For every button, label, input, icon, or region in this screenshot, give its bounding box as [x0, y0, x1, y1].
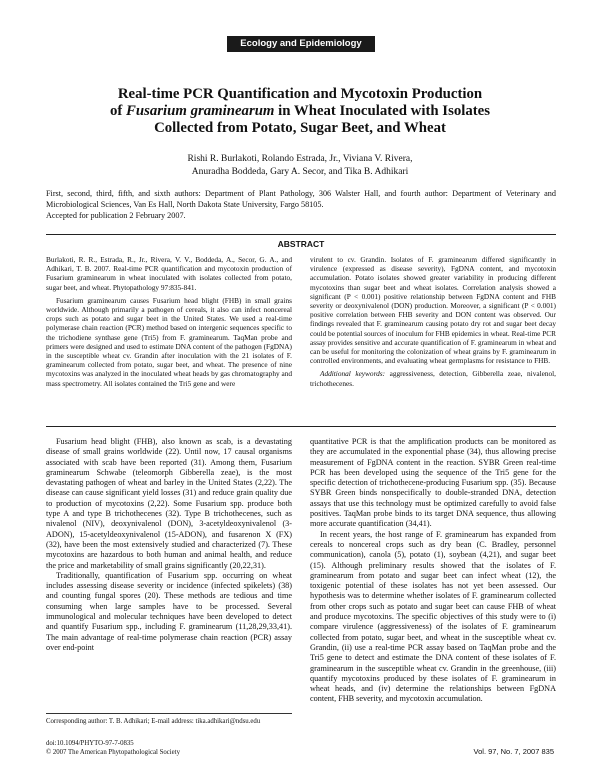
keywords: Additional keywords: aggressiveness, detection, Gibberella zeae, nivalenol, trichothecenes. [310, 369, 556, 388]
title-line-3: Collected from Potato, Sugar Beet, and Wheat [154, 120, 446, 136]
body-paragraph: Traditionally, quantification of Fusarium spp. occurring on wheat includes assessing disease severity or incidence (infected spikelets) (38) and counting fungal spores (20). These methods are tedious and time consuming when large samples have to be processed. Several immunological and molecular techniques have been developed to detect and quantify Fusarium spp., including F. graminearum (11,28,29,33,41). The main advantage of real-time polymerase chain reaction (PCR) assay over end-point [46, 570, 292, 652]
body-paragraph: Fusarium head blight (FHB), also known as scab, is a devastating disease of small grains worldwide (22). Until now, 17 causal organisms associated with scab have been reported (31). Among them, Fusarium graminearum Schwabe (teleomorph Gibberella zeae), is the most devastating pathogen of wheat and barley in the United States (2,22). The disease can cause significant yield losses (31) and reduce grain quality due to production of mycotoxins (2,22). Some Fusarium spp. produce both type A and type B trichothecenes (32). Type B trichothecenes, such as nivalenol (NIV), deoxynivalenol (DON), 3-acetyldeoxynivalenol (3-ADON), 15-acetyldeoxynivalenol (15-ADON), and fusarenon X (FX) (32), have been the most extensively studied and characterized (7). These mycotoxins are hazardous to both human and animal health, and reduce the price and marketability of small grains significantly (20,22,31). [46, 437, 292, 570]
title-line-2: of Fusarium graminearum in Wheat Inoculated with Isolates [109, 103, 490, 119]
doi: doi:10.1094/PHYTO-97-7-0835 [46, 740, 134, 747]
affiliation-text: First, second, third, fifth, and sixth authors: Department of Plant Pathology, 306 Walster Hall, and fourth author: Department of Veterinary and Microbiological Sciences, Van Es Hall, North Dakota State University, Fargo 58105. [46, 189, 556, 209]
title-line-1: Real-time PCR Quantification and Mycotoxin Production [117, 86, 483, 102]
abstract-paragraph: Fusarium graminearum causes Fusarium head blight (FHB) in small grains worldwide. Although primarily a pathogen of cereals, it also can infect noncereal crops such as potato and sugar beet in the United States. We used a real-time polymerase chain reaction (PCR) method based on intergenic sequences specific to the trichodiene synthase gene (Tri5) from F. graminearum. TaqMan probe and primers were designed and used to estimate DNA content of the pathogen (FgDNA) in the susceptible wheat cv. Grandin after inoculation with the 21 isolates of F. graminearum collected from potato, sugar beet, and wheat. The presence of nine mycotoxins was analyzed in the inoculated wheat heads by gas chromatography and mass spectrometry. All isolates contained the Tri5 gene and were [46, 295, 292, 388]
abstract-heading: ABSTRACT [277, 239, 325, 249]
abstract-right-column [310, 255, 556, 388]
body-right-column [310, 437, 556, 705]
abstract-citation: Burlakoti, R. R., Estrada, R., Jr., Rivera, V. V., Boddeda, A., Secor, G. A., and Adhikari, T. B. 2007. Real-time PCR quantification and mycotoxin production of Fusarium graminearum in wheat inoculated with isolates collected from potato, sugar beet, and wheat. Phytopathology 97:835-841. [46, 255, 292, 292]
page-number: Vol. 97, No. 7, 2007 835 [473, 747, 554, 756]
body-paragraph: quantitative PCR is that the amplification products can be monitored as they are accumulated in the exponential phase (34), thus allowing precise measurement of FgDNA content in the reaction. SYBR Green real-time PCR has been developed using the sequence of the Tri5 gene for the specific detection of trichothecene-producing Fusarium spp. (35). Because SYBR Green binds nonspecifically to double-stranded DNA, detection assays that use this technology must be optimized carefully to avoid false positives. TaqMan probe binds to its target DNA sequence, thus allowing more accurate quantification (34,41). [310, 437, 556, 529]
body-paragraph: In recent years, the host range of F. graminearum has expanded from cereals to noncereal crops such as dry bean (C. Bradley, personnel communication), canola (5), potato (1), soybean (4,21), and sugar beet (15). Although preliminary results showed that the isolates of F. graminearum from potato and sugar beet can infect wheat (12), the toxigenic potential of these isolates has not yet been assessed. Our hypothesis was to determine whether isolates of F. graminearum collected from other crops such as potato and sugar beet can cause FHB of wheat and produce mycotoxins. The specific objectives of this study were to (i) compare virulence (aggressiveness) of the isolates of F. graminearum collected from potato, sugar beet, and wheat in the susceptible wheat cv. Grandin, (ii) use a real-time PCR assay based on TaqMan probe and the Tri5 gene to detect and estimate the DNA content of these isolates of F. graminearum in the susceptible wheat cv. Grandin in the greenhouse, (iii) quantify mycotoxins produced by these isolates of F. graminearum in wheat heads, and (iv) determine the relationships between FgDNA content, FHB severity, and mycotoxin accumulation. [310, 529, 556, 704]
corresponding-author: Corresponding author: T. B. Adhikari; E-mail address: tika.adhikari@ndsu.edu [46, 718, 261, 725]
abstract-top-rule [46, 234, 556, 235]
abstract-bottom-rule [46, 426, 556, 427]
author-list: Rishi R. Burlakoti, Rolando Estrada, Jr., Viviana V. Rivera, Anuradha Boddeda, Gary A. Secor, and Tika B. Adhikari [187, 154, 413, 177]
abstract-paragraph-continued: virulent to cv. Grandin. Isolates of F. graminearum differed significantly in virulence (expressed as disease severity), FgDNA content, and mycotoxin accumulation. Potato isolates showed greater variability in producing different mycotoxins than sugar beet and wheat isolates. Correlation analysis showed a significant (P < 0.001) positive relationship between FgDNA content and FHB severity or deoxynivalenol (DON) production. Moreover, a significant (P < 0.001) positive correlation between FHB severity and DON content was observed. Our findings revealed that F. graminearum causing potato dry rot and sugar beet decay could be potential sources of inoculum for FHB epidemics in wheat. Real-time PCR assay provides sensitive and accurate quantification of F. graminearum in wheat and can be useful for monitoring the colonization of wheat grains by F. graminearum in controlled environments, and evaluating wheat germplasms for resistance to FHB. [310, 255, 556, 366]
accepted-date: Accepted for publication 2 February 2007. [46, 211, 186, 220]
copyright: © 2007 The American Phytopathological Society [46, 749, 180, 756]
affiliation [46, 188, 556, 221]
body-left-column [46, 437, 292, 653]
footnote-rule [46, 713, 292, 714]
article-title [40, 86, 560, 137]
abstract-left-column [46, 255, 292, 388]
section-tag: Ecology and Epidemiology [227, 36, 375, 52]
